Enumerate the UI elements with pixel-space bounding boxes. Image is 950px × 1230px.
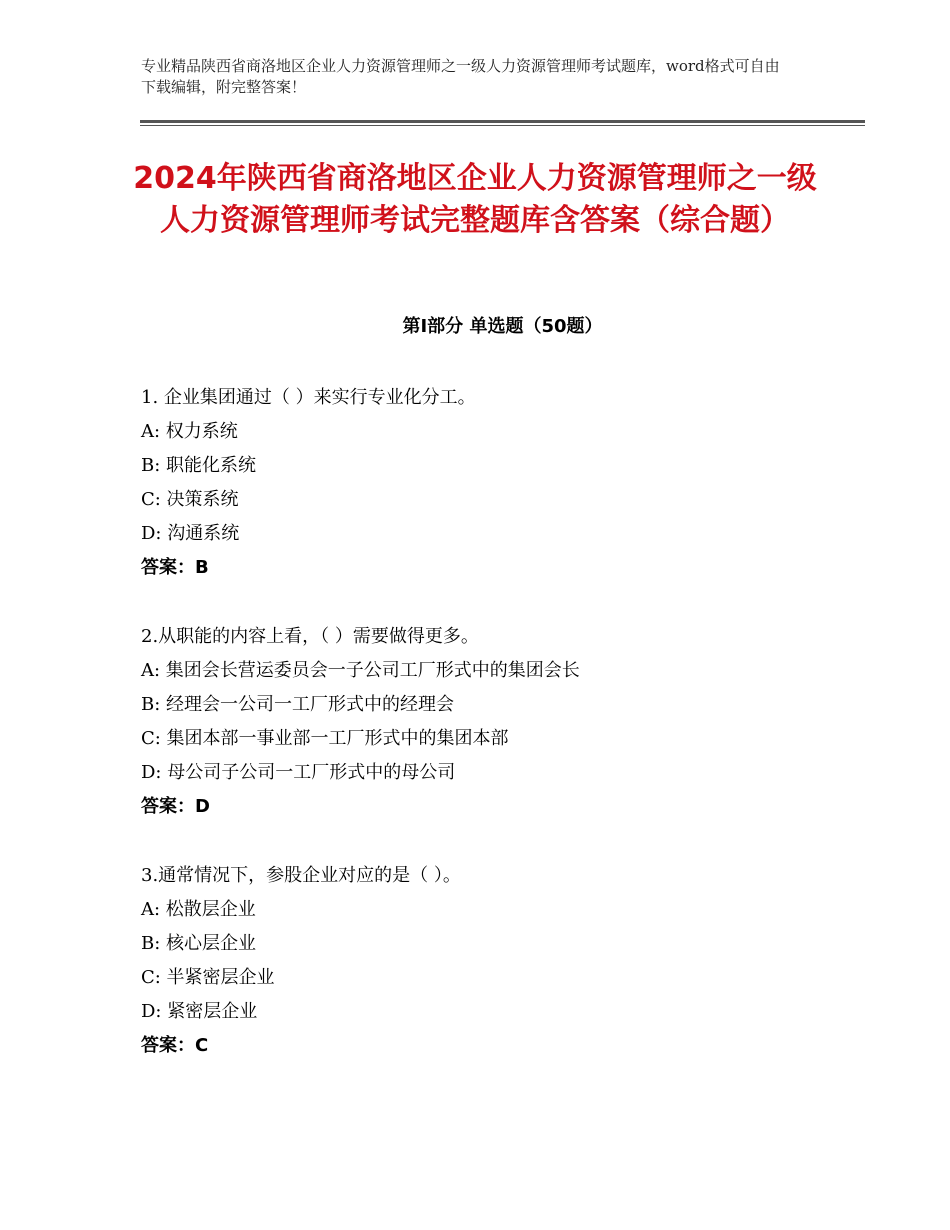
question-2: [141, 620, 841, 824]
answer: 答案：B: [141, 557, 209, 578]
option-d: D: 沟通系统: [141, 523, 240, 544]
document-title: 2024年陕西省商洛地区企业人力资源管理师之一级人力资源管理师考试完整题库含答案（综合题）: [133, 161, 817, 238]
option-a: A: 权力系统: [141, 421, 238, 442]
question-stem: 3.通常情况下，参股企业对应的是（ ）。: [141, 865, 461, 886]
question-3: [141, 859, 841, 1063]
header-note: 专业精品陕西省商洛地区企业人力资源管理师之一级人力资源管理师考试题库，word格式可自由下载编辑，附完整答案！: [141, 57, 780, 96]
answer: 答案：C: [141, 1035, 209, 1056]
header-divider-thick: [140, 120, 865, 123]
option-c: C: 决策系统: [141, 489, 239, 510]
question-1: [141, 381, 841, 585]
option-b: B: 职能化系统: [141, 455, 257, 476]
question-stem: 1. 企业集团通过（ ）来实行专业化分工。: [141, 387, 476, 408]
section-heading: 第Ⅰ部分 单选题（50题）: [402, 316, 603, 337]
option-b: B: 核心层企业: [141, 933, 257, 954]
option-a: A: 松散层企业: [141, 899, 256, 920]
option-a: A: 集团会长营运委员会一子公司工厂形式中的集团会长: [141, 660, 580, 681]
option-b: B: 经理会一公司一工厂形式中的经理会: [141, 694, 455, 715]
answer: 答案：D: [141, 796, 210, 817]
option-d: D: 紧密层企业: [141, 1001, 258, 1022]
option-c: C: 半紧密层企业: [141, 967, 275, 988]
header-divider-thin: [140, 125, 865, 126]
option-d: D: 母公司子公司一工厂形式中的母公司: [141, 762, 456, 783]
option-c: C: 集团本部一事业部一工厂形式中的集团本部: [141, 728, 509, 749]
question-stem: 2.从职能的内容上看，（ ）需要做得更多。: [141, 626, 479, 647]
